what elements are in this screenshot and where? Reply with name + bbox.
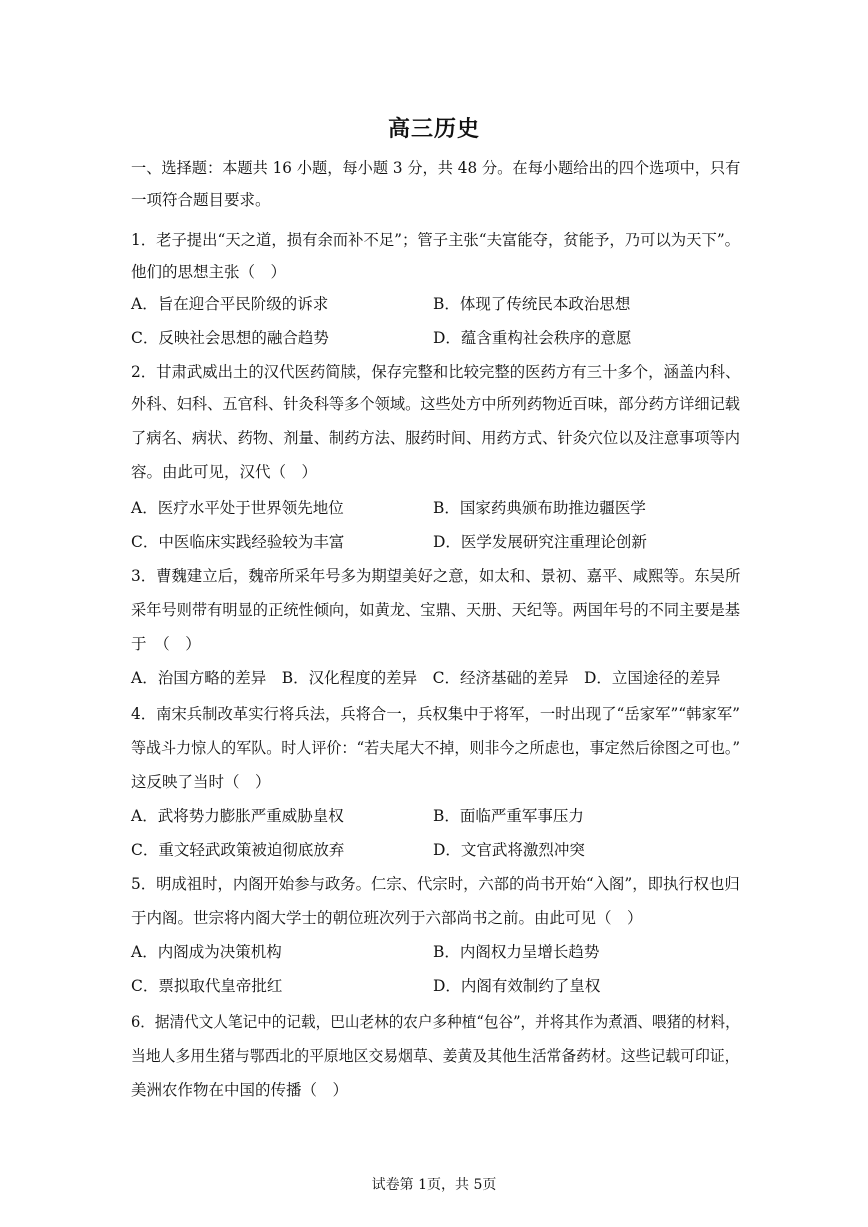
section-instruction-line: 一、选择题：本题共 16 小题，每小题 3 分，共 48 分。在每小题给出的四个选项中，只有 (131, 159, 741, 177)
question-3-stem: 于 （ ） (131, 635, 201, 653)
question-5-stem: 于内阁。世宗将内阁大学士的朝位班次列于六部尚书之前。由此可见（ ） (131, 909, 643, 927)
question-1-stem: 他们的思想主张（ ） (131, 263, 287, 281)
question-6-stem: 当地人多用生猪与鄂西北的平原地区交易烟草、姜黄及其他生活常备药材。这些记载可印证， (131, 1047, 740, 1065)
question-2-stem: 容。由此可见，汉代（ ） (131, 463, 318, 481)
question-4-stem: 4．南宋兵制改革实行将兵法，兵将合一，兵权集中于将军，一时出现了“岳家军”“韩家军” (131, 705, 741, 723)
question-1-option-a: A．旨在迎合平民阶级的诉求 (131, 295, 329, 313)
question-5-option-d: D．内阁有效制约了皇权 (433, 977, 601, 995)
question-2-option-b: B．国家药典颁布助推边疆医学 (433, 499, 646, 517)
question-3-stem: 采年号则带有明显的正统性倾向，如黄龙、宝鼎、天册、天纪等。两国年号的不同主要是基 (131, 601, 741, 619)
question-1-option-c: C．反映社会思想的融合趋势 (131, 329, 329, 347)
question-4-stem: 这反映了当时（ ） (131, 773, 271, 791)
question-4-option-a: A．武将势力膨胀严重威胁皇权 (131, 807, 344, 825)
page-title: 高三历史 (387, 116, 480, 142)
question-2-stem: 2．甘肃武威出土的汉代医药简牍，保存完整和比较完整的医药方有三十多个，涵盖内科、 (131, 363, 741, 381)
question-1-stem: 1．老子提出“天之道，损有余而补不足”；管子主张“夫富能夺，贫能予，乃可以为天下”。 (131, 231, 741, 249)
question-3-stem: 3．曹魏建立后，魏帝所采年号多为期望美好之意，如太和、景初、嘉平、咸熙等。东吴所 (131, 567, 741, 585)
question-6-stem: 6．据清代文人笔记中的记载，巴山老林的农户多种植“包谷”，并将其作为煮酒、喂猪的材料， (131, 1013, 740, 1031)
question-2-option-c: C．中医临床实践经验较为丰富 (131, 533, 345, 551)
question-6-stem: 美洲农作物在中国的传播（ ） (131, 1081, 349, 1099)
question-1-option-b: B．体现了传统民本政治思想 (433, 295, 631, 313)
question-4-option-b: B．面临严重军事压力 (433, 807, 584, 825)
question-2-stem: 了病名、病状、药物、剂量、制药方法、服药时间、用药方式、针灸穴位以及注意事项等内 (131, 429, 741, 447)
question-5-option-a: A．内阁成为决策机构 (131, 943, 282, 961)
question-2-stem: 外科、妇科、五官科、针灸科等多个领域。这些处方中所列药物近百味，部分药方详细记载 (131, 395, 741, 413)
question-5-option-c: C．票拟取代皇帝批红 (131, 977, 283, 995)
question-5-stem: 5．明成祖时，内阁开始参与政务。仁宗、代宗时，六部的尚书开始“入阁”，即执行权也归 (131, 875, 740, 893)
question-4-option-c: C．重文轻武政策被迫彻底放弃 (131, 841, 345, 859)
question-3-options: A．治国方略的差异 B．汉化程度的差异 C．经济基础的差异 D．立国途径的差异 (131, 669, 721, 687)
question-4-option-d: D．文官武将激烈冲突 (433, 841, 585, 859)
page-footer: 试卷第 1页，共 5页 (371, 1177, 497, 1193)
section-instruction-line: 一项符合题目要求。 (131, 191, 271, 209)
question-1-option-d: D．蕴含重构社会秩序的意愿 (433, 329, 632, 347)
question-2-option-d: D．医学发展研究注重理论创新 (433, 533, 647, 551)
question-5-option-b: B．内阁权力呈增长趋势 (433, 943, 600, 961)
question-4-stem: 等战斗力惊人的军队。时人评价：“若夫尾大不掉，则非今之所虑也，事定然后徐图之可也。” (131, 739, 741, 757)
question-2-option-a: A．医疗水平处于世界领先地位 (131, 499, 344, 517)
